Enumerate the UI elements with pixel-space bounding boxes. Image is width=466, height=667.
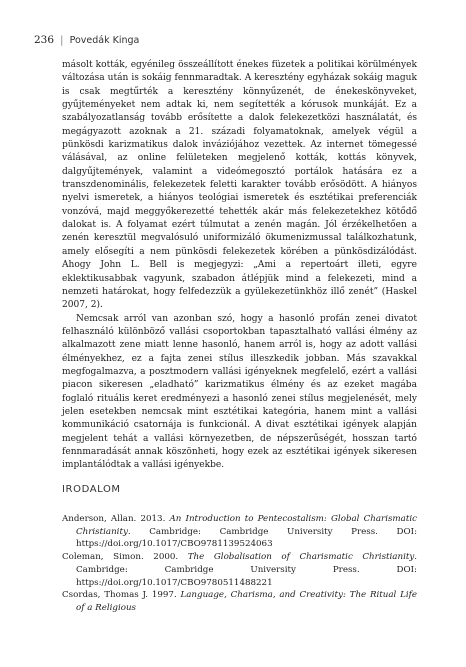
header-separator: | xyxy=(60,34,64,46)
reference-item xyxy=(62,551,417,589)
reference-authors: Csordas, Thomas J. 1997. xyxy=(62,590,181,601)
reference-list xyxy=(62,513,417,615)
reference-item xyxy=(62,589,417,614)
body-text xyxy=(62,59,417,473)
reference-title: Language, Charisma, and Creativity: The Ritual Life of a Religious xyxy=(76,590,417,613)
reference-title: An Introduction to Pentecostalism: Global Charismatic Christianity xyxy=(76,514,417,537)
reference-title: The Globalisation of Charismatic Christianity xyxy=(187,552,415,563)
paragraph: Nemcsak arról van azonban szó, hogy a hasonló profán zenei divatot felhasználó különböző vallási csoportokban tapasztalható vallási élmény az alkalmazott zene miatt lenne hasonló, hanem arról is, hogy az adott vallási élményekhez, ez a fajta zenei stílus illeszkedik jobban. Más szavakkal megfogalmazva, a posztmodern vallási igényeknek megfelelő, ezért a vallási piacon sikeresen „eladható” karizmatikus élmény és az ezeket magába foglaló rituális keret eredményezi a hasonló zenei stílus megjelenését, mely jelen esetekben nemcsak mint esztétikai kategória, hanem mint a vallási kommunikáció csatornája is funkcionál. A divat esztétikai igények alapján megjelent tehát a vallási környezetben, de népszerűségét, hosszan tartó fennmaradását annak köszönheti, hogy ezek az esztétikai igények sikeresen implantálódtak a vallási igényekbe. xyxy=(62,313,417,471)
paragraph: másolt kották, egyénileg összeállított énekes füzetek a politikai körülmények változása után is sokáig fennmaradtak. A keresztény egyházak sokáig maguk is csak megtűrték a keresztény könnyűzenét, de énekeskönyveket, gyűjteményeket nem adtak ki, nem segítették a kórusok munkáját. Ez a szabályozatlanság tovább erősítette a dalok felekezetközi használatát, és megágyazott azoknak a 21. századi folyamatoknak, amelyek végül a pünkösdi karizmatikus dalok inváziójához vezettek. Az internet tömegessé válásával, az online felületeken megjelenő kották, kottás könyvek, dalgyűjtemények, valamint a videómegosztó portálok hatására ez a transzdenominális, felekezetek feletti karakter tovább erősödött. A hiányos nyelvi ismeretek, a hiányos teológiai ismeretek és esztétikai preferenciák vonzóvá, majd meggyőkerezetté tehették akár más felekezetekhez kötődő dalokat is. A folyamat ezért túlmutat a zenén magán. Jól érzékelhetően a zenén keresztül megvalósuló uniformizáló ökumenizmussal találkozhatunk, amely elősegíti a nem pünkösdi felekezetek körében a pünkösdizálódást. Ahogy John L. Bell is megjegyzi: „Ami a repertoárt illeti, egyre eklektikusabbak vagyunk, szabadon átlépjük mind a felekezeti, mind a nemzeti határokat, hogy felfedezzük a gyülekezetünkhöz illő zenét” (Haskel 2007, 2). xyxy=(62,60,417,311)
reference-publisher[interactable]: . Cambridge: Cambridge University Press. DOI: https://doi.org/10.1017/CBO9780511488221 xyxy=(76,552,418,588)
reference-authors: Anderson, Allan. 2013. xyxy=(62,514,170,524)
page-number: 236 xyxy=(34,34,55,46)
reference-item xyxy=(62,513,417,551)
running-head-author: Povedák Kinga xyxy=(69,34,140,46)
section-heading: IRODALOM xyxy=(62,484,121,495)
reference-publisher[interactable]: . Cambridge: Cambridge University Press. DOI: https://doi.org/10.1017/CBO9781139524063 xyxy=(76,526,417,550)
reference-authors: Coleman, Simon. 2000. xyxy=(62,552,188,563)
page-header xyxy=(34,34,139,46)
